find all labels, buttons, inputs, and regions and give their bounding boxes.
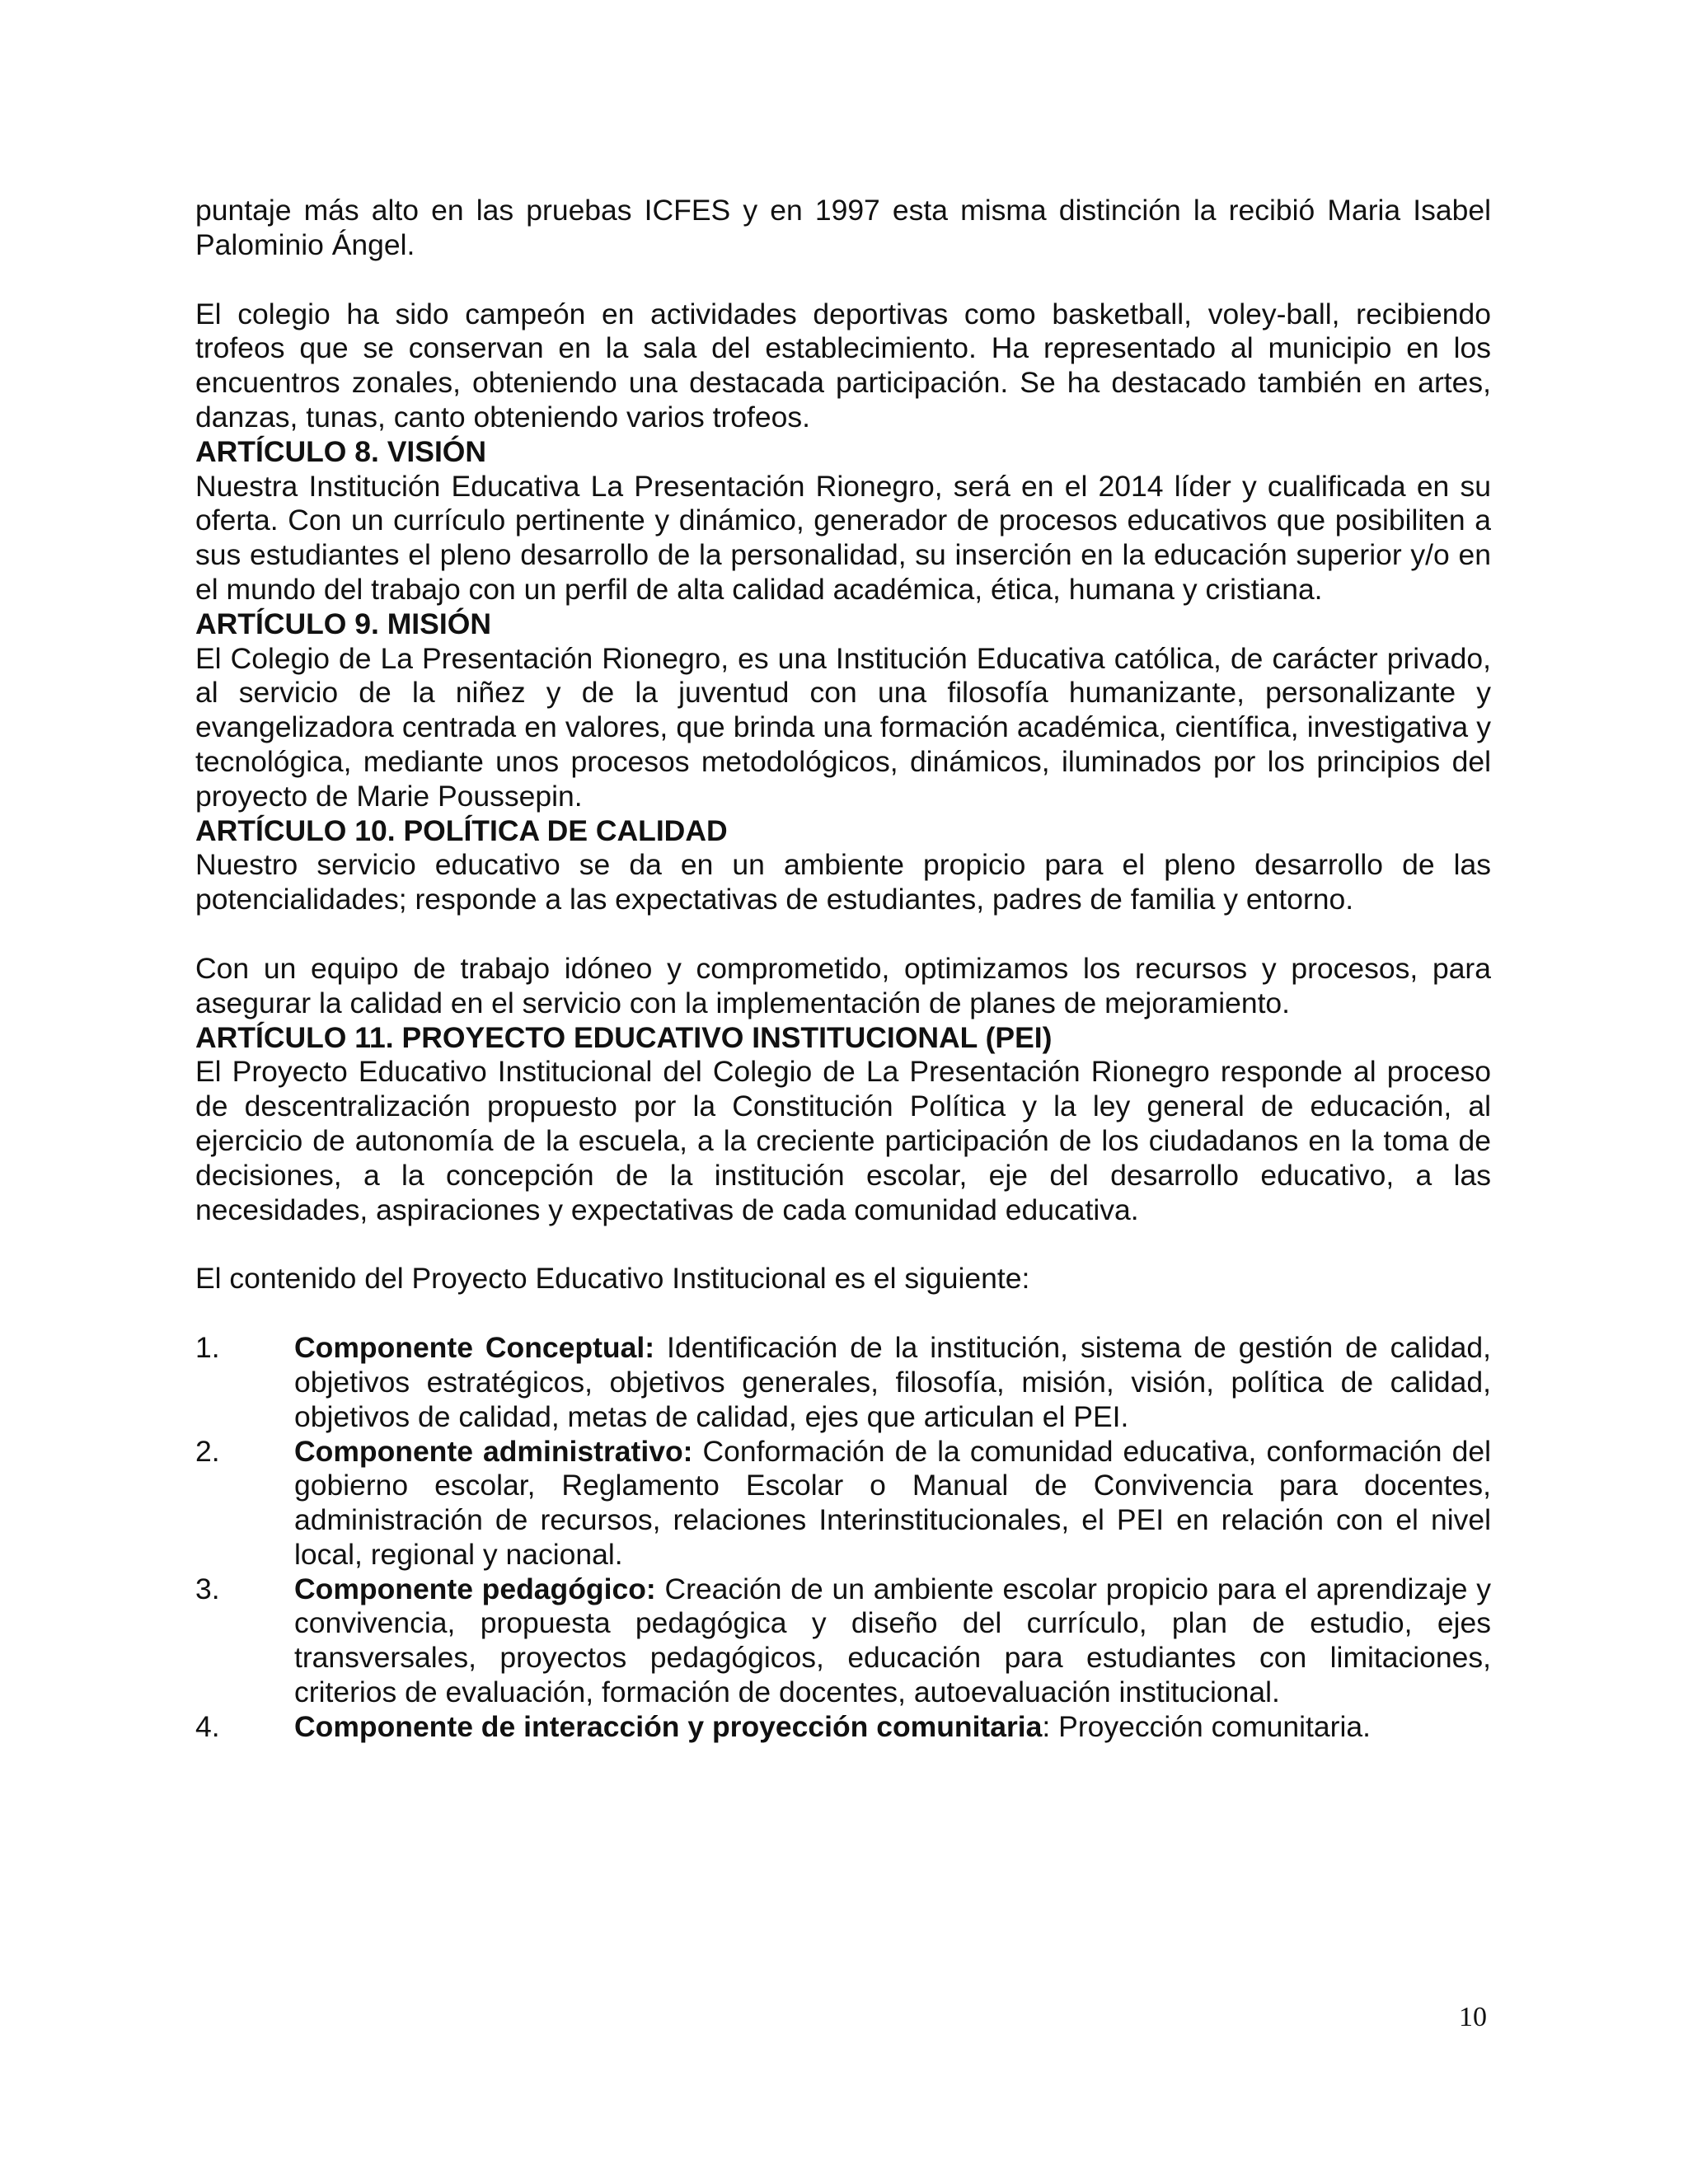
list-item (195, 1435, 1491, 1572)
document-body (195, 194, 1491, 1745)
list-item-label: Componente pedagógico: (294, 1572, 656, 1605)
list-item-label: Componente de interacción y proyección comunitaria (294, 1709, 1043, 1743)
pei-component-list (195, 1331, 1491, 1745)
list-item-label: Componente administrativo: (294, 1434, 693, 1468)
list-item (195, 1710, 1491, 1745)
article-9-heading: ARTÍCULO 9. MISIÓN (195, 607, 491, 640)
list-item-number: 1. (195, 1331, 220, 1365)
intro-paragraph-1: puntaje más alto en las pruebas ICFES y en 1997 esta misma distinción la recibió Maria Isabel Palominio Ángel. (195, 194, 1491, 261)
intro-paragraph-2: El colegio ha sido campeón en actividades deportivas como basketball, voley-ball, recibiendo trofeos que se conservan en la sala del establecimiento. Ha representado al municipio en los encuentros zonales, obteniendo una destacada participación. Se ha destacado también en artes, danzas, tunas, canto obteniendo varios trofeos. (195, 297, 1491, 434)
list-item-body (294, 1710, 1491, 1745)
article-9-text: El Colegio de La Presentación Rionegro, es una Institución Educativa católica, de carácter privado, al servicio de la niñez y de la juventud con una filosofía humanizante, personalizante y evangelizadora centrada en valores, que brinda una formación académica, científica, investigativa y tecnológica, mediante unos procesos metodológicos, dinámicos, iluminados por los principios del proyecto de Marie Poussepin. (195, 641, 1491, 813)
article-11-text-2: El contenido del Proyecto Educativo Institucional es el siguiente: (195, 1262, 1030, 1296)
list-item-text: Creación de un ambiente escolar propicio para el aprendizaje y convivencia, propuesta pedagógica y diseño del currículo, plan de estudio, ejes transversales, proyectos pedagógicos, educación para estudiantes con limitaciones, criterios de evaluación, formación de docentes, autoevaluación institucional. (294, 1572, 1492, 1709)
list-item-text: Conformación de la comunidad educativa, conformación del gobierno escolar, Reglamento Escolar o Manual de Convivencia para docentes, administración de recursos, relaciones Interinstitucionales, el PEI en relación con el nivel local, regional y nacional. (294, 1434, 1491, 1571)
article-10-heading: ARTÍCULO 10. POLÍTICA DE CALIDAD (195, 813, 728, 847)
article-11-text-1: El Proyecto Educativo Institucional del Colegio de La Presentación Rionegro responde al proceso de descentralización propuesto por la Constitución Política y la ley general de educación, al ejercicio de autonomía de la escuela, a la creciente participación de los ciudadanos en la toma de decisiones, a la concepción de la institución escolar, eje del desarrollo educativo, a las necesidades, aspiraciones y expectativas de cada comunidad educativa. (195, 1055, 1491, 1226)
list-item-body (294, 1572, 1491, 1710)
article-8-heading: ARTÍCULO 8. VISIÓN (195, 434, 487, 468)
list-item-number: 2. (195, 1434, 220, 1468)
list-item (195, 1572, 1491, 1710)
article-10-text-1: Nuestro servicio educativo se da en un ambiente propicio para el pleno desarrollo de las potencialidades; responde a las expectativas de estudiantes, padres de familia y entorno. (195, 848, 1491, 916)
list-item (195, 1331, 1491, 1434)
list-item-body (294, 1331, 1491, 1434)
list-item-text: Identificación de la institución, sistema de gestión de calidad, objetivos estratégicos, objetivos generales, filosofía, misión, visión, política de calidad, objetivos de calidad, metas de calidad, ejes que articulan el PEI. (294, 1331, 1491, 1433)
list-item-number: 4. (195, 1709, 220, 1743)
article-8-text: Nuestra Institución Educativa La Presentación Rionegro, será en el 2014 líder y cualificada en su oferta. Con un currículo pertinente y dinámico, generador de procesos educativos que posibiliten a sus estudiantes el pleno desarrollo de la personalidad, su inserción en la educación superior y/o en el mundo del trabajo con un perfil de alta calidad académica, ética, humana y cristiana. (195, 469, 1491, 606)
list-item-text: : Proyección comunitaria. (1042, 1709, 1371, 1743)
list-item-number: 3. (195, 1572, 220, 1605)
article-11-heading: ARTÍCULO 11. PROYECTO EDUCATIVO INSTITUCIONAL (PEI) (195, 1020, 1053, 1054)
article-10-text-2: Con un equipo de trabajo idóneo y comprometido, optimizamos los recursos y procesos, para asegurar la calidad en el servicio con la implementación de planes de mejoramiento. (195, 951, 1491, 1019)
list-item-body (294, 1435, 1491, 1572)
list-item-label: Componente Conceptual: (294, 1331, 655, 1365)
page-number: 10 (1459, 2002, 1487, 2032)
